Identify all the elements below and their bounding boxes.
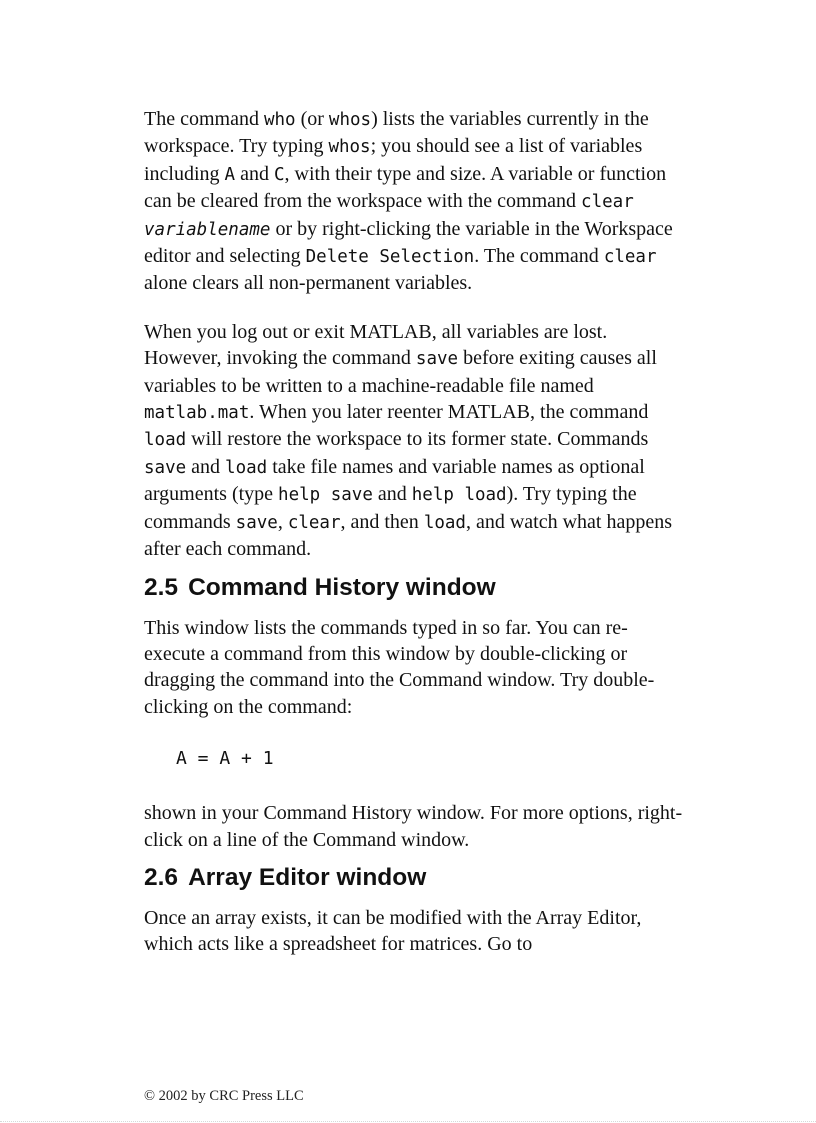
text: and <box>235 162 274 185</box>
section-title: Array Editor window <box>188 863 427 891</box>
text: alone clears all non-permanent variables. <box>144 272 473 295</box>
code-who: who <box>263 110 296 130</box>
text: ; you should see a list of variables including <box>144 135 643 185</box>
text: , and then <box>340 510 424 533</box>
text: and <box>372 483 412 506</box>
code-save: save <box>144 457 187 478</box>
paragraph-array-editor: Once an array exists, it can be modified with the Array Editor, which acts like a spreadsheet for matrices. Go to <box>144 906 642 956</box>
paragraph-workspace-variables <box>144 106 684 297</box>
code-save: save <box>415 349 459 370</box>
text: . The command <box>474 245 604 268</box>
code-help-save: help save <box>278 485 373 506</box>
section-heading-2-6 <box>144 863 684 893</box>
paragraph-command-history: This window lists the commands typed in so far. You can re-execute a command from this window by double-clicking or dragging the command into the Command window. Try double-clicking on the command: <box>144 616 655 718</box>
text: ) lists the variables currently in the workspace. Try typing <box>144 108 649 158</box>
code-clear: clear <box>287 512 341 533</box>
section-heading-2-5 <box>144 573 684 603</box>
page-bottom-divider <box>0 1121 816 1122</box>
text: and <box>186 455 226 478</box>
code-delete-selection: Delete Selection <box>305 247 475 268</box>
paragraph-save-load <box>144 319 684 563</box>
text: ). Try typing the commands <box>144 483 637 533</box>
text: , and watch what happens after each command. <box>144 510 673 561</box>
code-var-c: C <box>273 164 285 185</box>
code-load: load <box>225 457 268 478</box>
section-number: 2.6 <box>144 863 179 891</box>
code-whos: whos <box>328 110 372 130</box>
text: before exiting causes all variables to be written to a machine-readable file named <box>144 347 657 397</box>
code-load: load <box>144 430 187 451</box>
section-number: 2.5 <box>144 573 179 601</box>
code-var-a: A <box>224 164 236 185</box>
text: . When you later reenter MATLAB, the command <box>249 401 649 424</box>
section-title: Command History window <box>188 573 496 601</box>
text: When you log out or exit MATLAB, all variables are lost. However, invoking the command <box>144 320 608 370</box>
copyright-footer: © 2002 by CRC Press LLC <box>144 1088 304 1104</box>
code-matlab-mat: matlab.mat <box>144 403 250 424</box>
code-save: save <box>235 512 278 533</box>
page-body <box>144 106 684 958</box>
text: will restore the workspace to its former state. Commands <box>186 428 649 451</box>
code-help-load: help load <box>411 485 507 506</box>
text: , <box>277 510 288 533</box>
code-load: load <box>423 512 466 533</box>
code-whos: whos <box>328 137 371 158</box>
text: or by right-clicking the variable in the Workspace editor and selecting <box>144 217 673 268</box>
text: , with their type and size. A variable or function can be cleared from the workspace with the command <box>144 162 667 213</box>
paragraph-command-history-more: shown in your Command History window. For more options, right-click on a line of the Command window. <box>144 802 683 851</box>
code-example: A = A + 1 <box>176 748 274 770</box>
text: The command <box>144 108 264 130</box>
text: take file names and variable names as optional arguments (type <box>144 455 645 506</box>
code-clear: clear <box>603 247 657 268</box>
code-variablename: variablename <box>144 219 271 240</box>
code-clear: clear <box>581 192 634 213</box>
text: (or <box>295 108 329 130</box>
